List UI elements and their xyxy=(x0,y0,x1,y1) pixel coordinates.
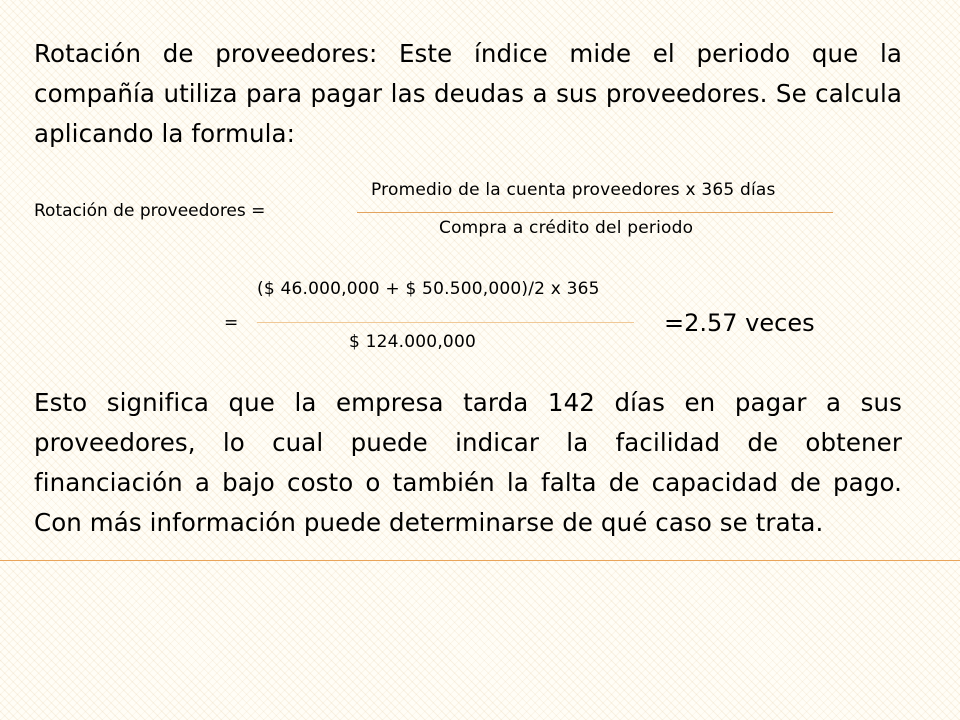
calculation-denominator: $ 124.000,000 xyxy=(349,332,476,352)
calculation-fraction-bar xyxy=(257,322,634,323)
intro-term: Rotación de proveedores: xyxy=(34,39,378,68)
intro-paragraph xyxy=(34,34,902,154)
calculation-numerator: ($ 46.000,000 + $ 50.500,000)/2 x 365 xyxy=(257,279,600,299)
calculation-result: =2.57 veces xyxy=(664,309,815,337)
formula-denominator: Compra a crédito del periodo xyxy=(439,218,694,238)
conclusion-paragraph: Esto significa que la empresa tarda 142 días en pagar a sus proveedores, lo cual puede indicar la facilidad de obtener financiación a bajo costo o también la falta de capacidad de pago. Con más información puede determinarse de qué caso se trata. xyxy=(34,388,902,537)
formula-label: Rotación de proveedores = xyxy=(34,201,266,221)
formula-numerator: Promedio de la cuenta proveedores x 365 días xyxy=(371,180,776,200)
intro-text: Este índice mide el periodo que la compañía utiliza para pagar las deudas a sus proveedores. Se calcula aplicando la formula: xyxy=(34,39,902,148)
calculation-equals: = xyxy=(224,313,239,333)
formula-fraction-bar xyxy=(357,212,833,213)
bottom-divider-line xyxy=(0,560,960,561)
